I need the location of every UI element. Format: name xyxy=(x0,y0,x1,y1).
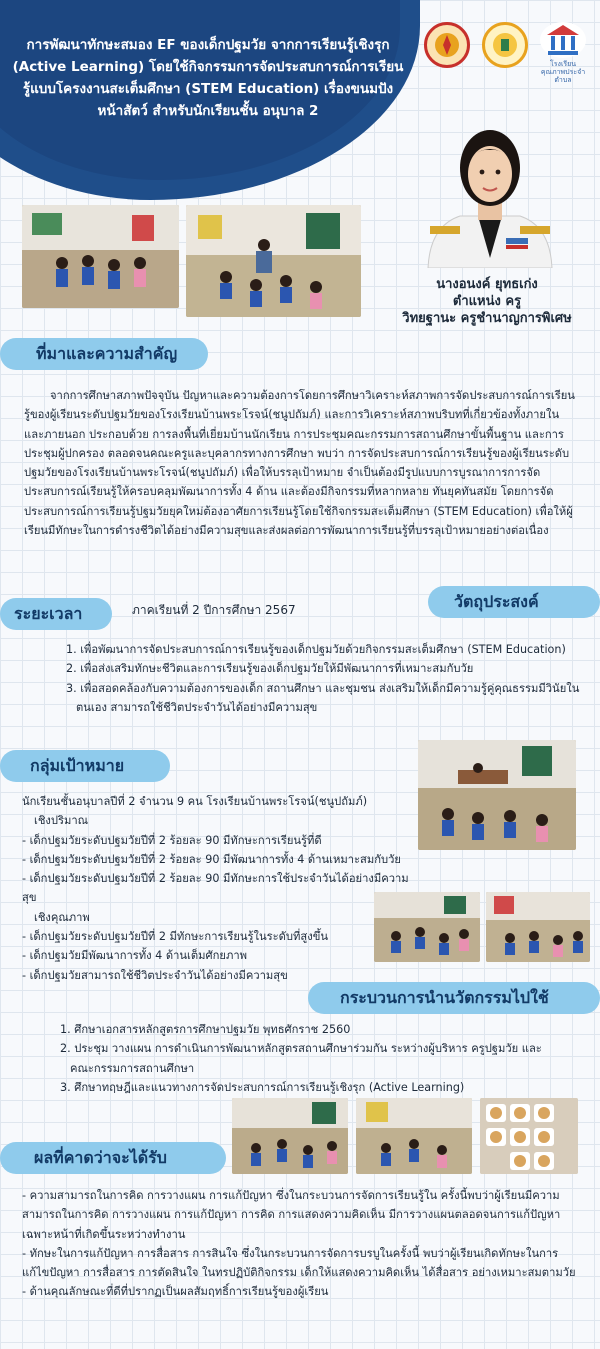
quality-school-logo-icon xyxy=(540,22,586,58)
heading-process: กระบวนการนำนวัตกรรมไปใช้ xyxy=(308,982,600,1014)
teacher-position: ตำแหน่ง ครู xyxy=(452,294,522,309)
result-item: - ความสามารถในการคิด การวางแผน การแก้ปัญหา ซึ่งในกระบวนการจัดการเรียนรู้ใน ครั้งนี้พบว่าผู้เรียนมีความสามารถในการคิด การวางแผน การแก้ปัญหา การคิด การแสดงความคิดเห็น มีการวางแผนตลอดจนการแก้ปัญหาเฉพาะหน้าที่เกิดขึ้นระหว่างทำงาน xyxy=(22,1189,561,1241)
process-list xyxy=(60,1020,560,1097)
teacher-info xyxy=(380,276,594,327)
process-item: 2. ประชุม วางแผน การดำเนินการพัฒนาหลักสูตรสถานศึกษาร่วมกัน ระหว่างผู้บริหาร ครูปฐมวัย และคณะกรรมการสถานศึกษา xyxy=(60,1042,542,1075)
target-quality-label: เชิงคุณภาพ xyxy=(34,910,90,924)
office-emblem-icon xyxy=(482,22,528,68)
process-item: 3. ศึกษาทฤษฎีและแนวทางการจัดประสบการณ์การเรียนรู้เชิงรุก (Active Learning) xyxy=(60,1080,465,1094)
target-item: - เด็กปฐมวัยมีพัฒนาการทั้ง 4 ด้านเต็มศักยภาพ xyxy=(22,949,247,963)
background-text: จากการศึกษาสภาพปัจจุบัน ปัญหาและความต้องการโดยการศึกษาวิเคราะห์สภาพการจัดประสบการณ์การเรียนรู้ของผู้เรียนระดับปฐมวัยของโรงเรียนบ้านพระโรจน์(ชนูปถัมภ์) และการวิเคราะห์สภาพบริบทที่เกี่ยวข้องทั้งภายในและภายนอก ประกอบด้วย การลงพื้นที่เยี่ยมบ้านนักเรียน การประชุมคณะกรรมการสถานศึกษาขั้นพื้นฐาน และการประชุมผู้ปกครอง ตลอดจนคณะครูและบุคลากรทางการศึกษา พบว่า การจัดประสบการณ์การเรียนรู้ของผู้เรียนระดับปฐมวัยของโรงเรียนบ้านพระโรจน์(ชนูปถัมภ์) เพื่อให้บรรลุเป้าหมาย จำเป็นต้องมีรูปแบบการบูรณาการการจัดประสบการณ์เรียนรู้ให้ครอบคลุมพัฒนาการทั้ง 4 ด้าน และต้องมีกิจกรรมที่หลากหลาย ทันยุคทันสมัย โดยการจัดประสบการณ์การเรียนรู้ปฐมวัยยุคใหม่ต้องอาศัยการเรียนรู้โดยใช้กิจกรรมสะเต็มศึกษา (STEM Education) เพื่อให้ผู้เรียนมีทักษะในการดำรงชีวิตได้อย่างมีความสุขและส่งผลต่อการพัฒนาการเรียนรู้ที่บรรลุเป้าหมายอย่างต่อเนื่อง xyxy=(24,389,575,538)
heading-objectives: วัตถุประสงค์ xyxy=(428,586,600,618)
results-list xyxy=(22,1186,582,1302)
target-item: - เด็กปฐมวัยระดับปฐมวัยปีที่ 2 ร้อยละ 90 มีทักษะการเรียนรู้ที่ดี xyxy=(22,833,322,847)
target-item: - เด็กปฐมวัยระดับปฐมวัยปีที่ 2 ร้อยละ 90 มีทักษะการใช้ประจำวันได้อย่างมีความสุข xyxy=(22,872,409,905)
target-intro: นักเรียนชั้นอนุบาลปีที่ 2 จำนวน 9 คน โรงเรียนบ้านพระโรจน์(ชนูปถัมภ์) xyxy=(22,795,368,808)
objective-item: 1. เพื่อพัฒนาการจัดประสบการณ์การเรียนรู้ของเด็กปฐมวัยด้วยกิจกรรมสะเต็มศึกษา (STEM Education) xyxy=(66,643,566,656)
heading-duration: ระยะเวลา xyxy=(0,598,112,630)
duration-text: ภาคเรียนที่ 2 ปีการศึกษา 2567 xyxy=(132,603,296,617)
activity-photo xyxy=(374,892,480,962)
heading-background: ที่มาและความสำคัญ xyxy=(0,338,208,370)
activity-photo xyxy=(486,892,590,962)
quality-school-caption: โรงเรียนคุณภาพประจำตำบล xyxy=(540,60,586,84)
activity-photo xyxy=(232,1098,348,1174)
target-item: - เด็กปฐมวัยสามารถใช้ชีวิตประจำวันได้อย่างมีความสุข xyxy=(22,968,288,982)
teacher-portrait xyxy=(420,108,560,268)
logo-row xyxy=(422,22,588,84)
activity-photo xyxy=(186,205,361,317)
school-emblem xyxy=(422,22,472,84)
heading-target: กลุ่มเป้าหมาย xyxy=(0,750,170,782)
target-item: - เด็กปฐมวัยระดับปฐมวัยปีที่ 2 มีทักษะการเรียนรู้ในระดับที่สูงขึ้น xyxy=(22,930,328,944)
activity-photo xyxy=(418,740,576,850)
objective-item: 3. เพื่อสอดคล้องกับความต้องการของเด็ก สถานศึกษา และชุมชน ส่งเสริมให้เด็กมีความรู้คู่คุณธรรมมีวินัยในตนเอง สามารถใช้ชีวิตประจำวันได้อย่างมีความสุข xyxy=(66,681,580,714)
school-emblem-icon xyxy=(424,22,470,68)
activity-photo xyxy=(356,1098,472,1174)
office-emblem xyxy=(480,22,530,84)
result-item: - ทักษะในการแก้ปัญหา การสื่อสาร การสินใจ ซึ่งในกระบวนการจัดการบรบูในครั้งนี้ พบว่าผู้เรียนเกิดทักษะในการแก้ไขปัญหา การสื่อสาร การตัดสินใจ ในทรปฏิบัติกิจกรรม เด็กให้แสดงความคิดเห็น ได้สื่อสาร อย่างเหมาะสมตามวัย xyxy=(22,1246,576,1280)
target-quantity-label: เชิงปริมาณ xyxy=(34,814,89,828)
target-item: - เด็กปฐมวัยระดับปฐมวัยปีที่ 2 ร้อยละ 90 มีพัฒนาการทั้ง 4 ด้านเหมาะสมกับวัย xyxy=(22,852,401,866)
target-group xyxy=(22,792,412,985)
teacher-name: นางอนงค์ ยุทธเก่ง xyxy=(436,277,538,292)
poster-title: การพัฒนาทักษะสมอง EF ของเด็กปฐมวัย จากการเรียนรู้เชิงรุก (Active Learning) โดยใช้กิจกรรมการจัดประสบการณ์การเรียนรู้แบบโครงงานสะเต็มศึกษา (STEM Education) เรื่องขนมปังหน้าสัตว์ สำหรับนักเรียนชั้น อนุบาล 2 xyxy=(12,37,404,119)
objectives-list xyxy=(66,640,586,717)
objective-item: 2. เพื่อส่งเสริมทักษะชีวิตและการเรียนรู้ของเด็กปฐมวัยให้มีพัฒนาการที่เหมาะสมกับวัย xyxy=(66,662,474,676)
quality-school-logo xyxy=(538,22,588,84)
teacher-rank: วิทยฐานะ ครูชำนาญการพิเศษ xyxy=(402,311,572,326)
bread-photo xyxy=(480,1098,578,1174)
activity-photo xyxy=(22,205,179,308)
result-item: - ด้านคุณลักษณะที่ดีที่ปรากฏเป็นผลสัมฤทธิ์การเรียนรู้ของผู้เรียน xyxy=(22,1285,329,1299)
process-item: 1. ศึกษาเอกสารหลักสูตรการศึกษาปฐมวัย พุทธศักราช 2560 xyxy=(60,1023,351,1036)
heading-results: ผลที่คาดว่าจะได้รับ xyxy=(0,1142,226,1174)
